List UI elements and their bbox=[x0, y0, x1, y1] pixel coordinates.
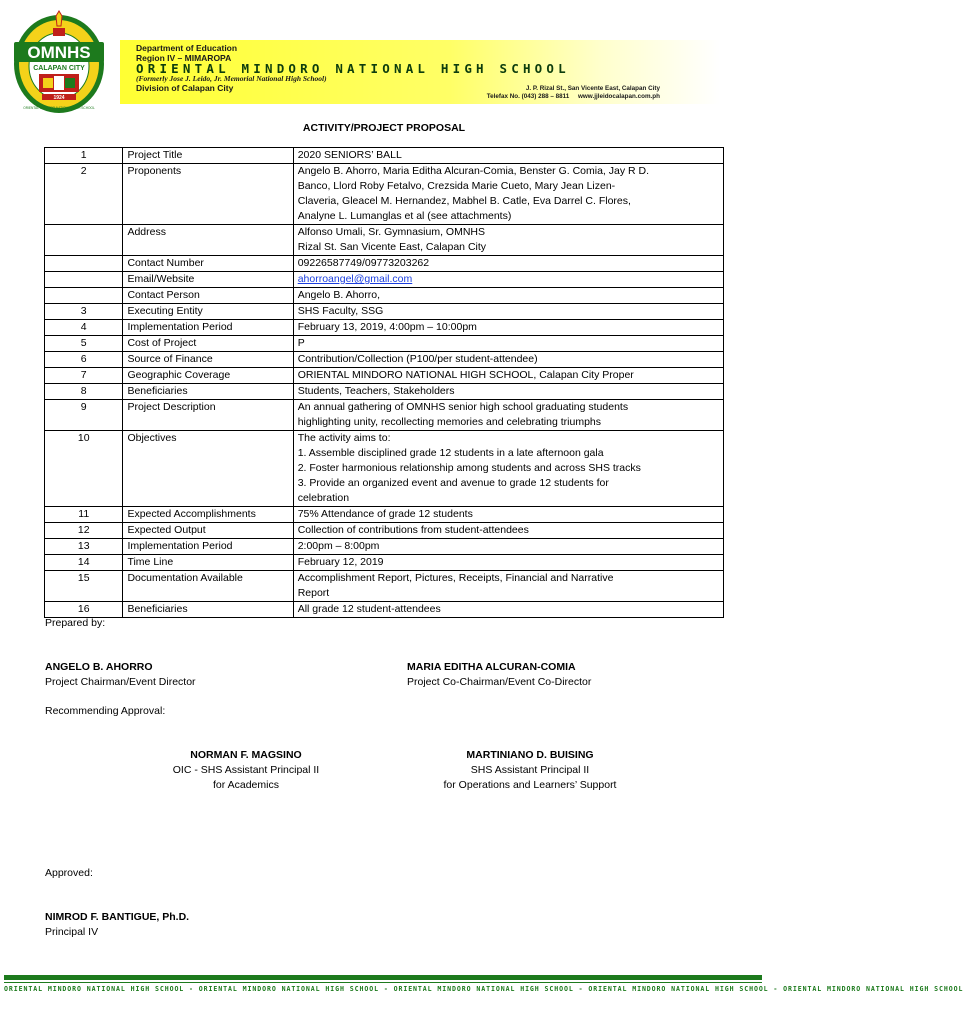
item-number-cell: 15 bbox=[45, 571, 123, 602]
field-value-line: Analyne L. Lumanglas et al (see attachments) bbox=[297, 210, 512, 222]
field-value-cell bbox=[293, 272, 723, 288]
table-row bbox=[45, 304, 724, 320]
preparer1-title: Project Chairman/Event Director bbox=[45, 676, 196, 688]
field-value-line: 09226587749/09773203262 bbox=[297, 257, 430, 269]
field-value-cell bbox=[293, 256, 723, 272]
recommending-approval-label: Recommending Approval: bbox=[45, 705, 166, 717]
item-number-cell bbox=[45, 288, 123, 304]
field-value-line: February 12, 2019 bbox=[297, 556, 384, 568]
field-value-line: Accomplishment Report, Pictures, Receipts, Financial and Narrative bbox=[297, 572, 614, 584]
field-label-cell: Address bbox=[123, 225, 293, 256]
field-label-cell: Documentation Available bbox=[123, 571, 293, 602]
table-row bbox=[45, 507, 724, 523]
table-row bbox=[45, 164, 724, 225]
table-row bbox=[45, 400, 724, 431]
item-number-cell: 14 bbox=[45, 555, 123, 571]
item-number-cell bbox=[45, 225, 123, 256]
recommender1-name: NORMAN F. MAGSINO bbox=[190, 749, 302, 761]
item-number-cell: 9 bbox=[45, 400, 123, 431]
field-value-line: SHS Faculty, SSG bbox=[297, 305, 384, 317]
field-value-cell bbox=[293, 384, 723, 400]
recommender2-title: SHS Assistant Principal II bbox=[470, 764, 590, 776]
item-number-cell: 7 bbox=[45, 368, 123, 384]
field-value-cell bbox=[293, 304, 723, 320]
letterhead bbox=[0, 0, 768, 118]
field-value-cell bbox=[293, 555, 723, 571]
logo-city: CALAPAN CITY bbox=[33, 65, 85, 72]
item-number-cell: 13 bbox=[45, 539, 123, 555]
field-label-cell: Project Description bbox=[123, 400, 293, 431]
preparer1-name: ANGELO B. AHORRO bbox=[45, 661, 153, 673]
field-label-cell: Contact Person bbox=[123, 288, 293, 304]
field-value-line: Students, Teachers, Stakeholders bbox=[297, 385, 455, 397]
former-school-name: (Formerly Jose J. Leido, Jr. Memorial National High School) bbox=[136, 74, 327, 83]
field-value-line: February 13, 2019, 4:00pm – 10:00pm bbox=[297, 321, 477, 333]
field-label-cell: Time Line bbox=[123, 555, 293, 571]
region-name: Region IV – MIMAROPA bbox=[136, 53, 232, 63]
field-label-cell: Contact Number bbox=[123, 256, 293, 272]
item-number-cell: 1 bbox=[45, 148, 123, 164]
field-value-line: An annual gathering of OMNHS senior high school graduating students bbox=[297, 401, 629, 413]
table-row bbox=[45, 320, 724, 336]
field-value-line: Angelo B. Ahorro, Maria Editha Alcuran-Comia, Benster G. Comia, Jay R D. bbox=[297, 165, 650, 177]
field-label-cell: Source of Finance bbox=[123, 352, 293, 368]
item-number-cell: 6 bbox=[45, 352, 123, 368]
table-row bbox=[45, 225, 724, 256]
field-value-line: Rizal St. San Vicente East, Calapan City bbox=[297, 241, 487, 253]
field-value-line: highlighting unity, recollecting memories and celebrating triumphs bbox=[297, 416, 601, 428]
item-number-cell: 12 bbox=[45, 523, 123, 539]
table-row bbox=[45, 539, 724, 555]
school-address: J. P. Rizal St., San Vicente East, Calapan City bbox=[525, 85, 660, 92]
field-value-line: 1. Assemble disciplined grade 12 students in a late afternoon gala bbox=[297, 447, 604, 459]
item-number-cell: 8 bbox=[45, 384, 123, 400]
field-value-cell bbox=[293, 368, 723, 384]
item-number-cell: 5 bbox=[45, 336, 123, 352]
footer-rule-thin bbox=[4, 982, 762, 983]
field-value-line: Contribution/Collection (P100/per student-attendee) bbox=[297, 353, 538, 365]
school-telefax: Telefax No. (043) 288 – 8811 www.jjleidocalapan.com.ph bbox=[486, 93, 660, 100]
recommender2-subtitle: for Operations and Learners’ Support bbox=[443, 779, 617, 791]
footer-rule bbox=[4, 975, 762, 980]
field-value-line: Banco, Llord Roby Fetalvo, Crezsida Marie Cueto, Mary Jean Lizen- bbox=[297, 180, 616, 192]
field-value-line: Collection of contributions from student-attendees bbox=[297, 524, 529, 536]
field-value-line: 75% Attendance of grade 12 students bbox=[297, 508, 473, 520]
field-value-cell bbox=[293, 400, 723, 431]
item-number-cell: 16 bbox=[45, 602, 123, 618]
division-name: Division of Calapan City bbox=[136, 83, 234, 93]
table-row bbox=[45, 555, 724, 571]
field-value-line: P bbox=[297, 337, 305, 349]
table-row bbox=[45, 352, 724, 368]
field-value-line: Alfonso Umali, Sr. Gymnasium, OMNHS bbox=[297, 226, 485, 238]
field-label-cell: Executing Entity bbox=[123, 304, 293, 320]
table-row bbox=[45, 571, 724, 602]
prepared-by-label: Prepared by: bbox=[45, 617, 106, 629]
field-label-cell: Implementation Period bbox=[123, 539, 293, 555]
field-value-line: Angelo B. Ahorro, bbox=[297, 289, 381, 301]
item-number-cell: 11 bbox=[45, 507, 123, 523]
field-value-line: ORIENTAL MINDORO NATIONAL HIGH SCHOOL, Calapan City Proper bbox=[297, 369, 634, 381]
table-row bbox=[45, 431, 724, 507]
table-row bbox=[45, 523, 724, 539]
logo-ring-text: ORIENTAL MINDORO NATIONAL HIGH SCHOOL bbox=[23, 106, 95, 110]
item-number-cell bbox=[45, 272, 123, 288]
table-row bbox=[45, 288, 724, 304]
logo-year: 1924 bbox=[53, 95, 65, 101]
table-row bbox=[45, 336, 724, 352]
field-label-cell: Project Title bbox=[123, 148, 293, 164]
department-name: Department of Education bbox=[136, 43, 238, 53]
field-label-cell: Cost of Project bbox=[123, 336, 293, 352]
field-value-cell bbox=[293, 602, 723, 618]
field-value-line: 2020 SENIORS’ BALL bbox=[297, 149, 402, 161]
field-value-line: Report bbox=[297, 587, 330, 599]
school-seal-logo bbox=[12, 10, 106, 114]
table-row bbox=[45, 148, 724, 164]
field-label-cell: Geographic Coverage bbox=[123, 368, 293, 384]
item-number-cell: 3 bbox=[45, 304, 123, 320]
field-value-line: 3. Provide an organized event and avenue to grade 12 students for bbox=[297, 477, 609, 489]
footer-school-banner: ORIENTAL MINDORO NATIONAL HIGH SCHOOL - ORIENTAL MINDORO NATIONAL HIGH SCHOOL - ORIENTAL MINDORO NATIONAL HIGH SCHOOL - ORIENTAL MINDORO NATIONAL HIGH SCHOOL - ORIENTAL MINDORO NATIONAL HIGH SCHOOL bbox=[4, 985, 963, 993]
field-label-cell: Implementation Period bbox=[123, 320, 293, 336]
field-value-line: Claveria, Gleacel M. Hernandez, Mabhel B. Catle, Eva Darrel C. Flores, bbox=[297, 195, 631, 207]
field-label-cell: Beneficiaries bbox=[123, 384, 293, 400]
table-row bbox=[45, 256, 724, 272]
recommender1-title: OIC - SHS Assistant Principal II bbox=[172, 764, 320, 776]
email-link[interactable]: ahorroangel@gmail.com bbox=[297, 273, 413, 285]
document-title: ACTIVITY/PROJECT PROPOSAL bbox=[302, 122, 466, 134]
item-number-cell: 10 bbox=[45, 431, 123, 507]
field-label-cell: Expected Accomplishments bbox=[123, 507, 293, 523]
field-value-line: The activity aims to: bbox=[297, 432, 391, 444]
proposal-table bbox=[44, 147, 724, 618]
field-value-cell bbox=[293, 320, 723, 336]
table-row bbox=[45, 272, 724, 288]
item-number-cell: 4 bbox=[45, 320, 123, 336]
field-value-cell bbox=[293, 288, 723, 304]
field-label-cell: Email/Website bbox=[123, 272, 293, 288]
field-label-cell: Expected Output bbox=[123, 523, 293, 539]
field-value-line: All grade 12 student-attendees bbox=[297, 603, 441, 615]
field-value-cell bbox=[293, 507, 723, 523]
item-number-cell: 2 bbox=[45, 164, 123, 225]
field-value-cell bbox=[293, 164, 723, 225]
field-value-cell bbox=[293, 539, 723, 555]
table-row bbox=[45, 384, 724, 400]
field-value-line: 2:00pm – 8:00pm bbox=[297, 540, 380, 552]
recommender1-subtitle: for Academics bbox=[213, 779, 279, 791]
preparer2-name: MARIA EDITHA ALCURAN-COMIA bbox=[407, 661, 576, 673]
table-row bbox=[45, 368, 724, 384]
approver-title: Principal IV bbox=[45, 926, 99, 938]
field-value-line: 2. Foster harmonious relationship among students and across SHS tracks bbox=[297, 462, 641, 474]
field-label-cell: Beneficiaries bbox=[123, 602, 293, 618]
school-name: ORIENTAL MINDORO NATIONAL HIGH SCHOOL bbox=[136, 61, 570, 76]
preparer2-title: Project Co-Chairman/Event Co-Director bbox=[407, 676, 592, 688]
recommender2-name: MARTINIANO D. BUISING bbox=[466, 749, 594, 761]
field-value-cell bbox=[293, 225, 723, 256]
item-number-cell bbox=[45, 256, 123, 272]
approver-name: NIMROD F. BANTIGUE, Ph.D. bbox=[45, 911, 190, 923]
field-value-cell bbox=[293, 352, 723, 368]
field-value-cell bbox=[293, 148, 723, 164]
field-value-line: celebration bbox=[297, 492, 350, 504]
approved-label: Approved: bbox=[45, 867, 93, 879]
field-value-cell bbox=[293, 523, 723, 539]
field-label-cell: Objectives bbox=[123, 431, 293, 507]
field-value-cell bbox=[293, 571, 723, 602]
logo-acronym: OMNHS bbox=[27, 43, 91, 62]
field-value-cell bbox=[293, 336, 723, 352]
field-label-cell: Proponents bbox=[123, 164, 293, 225]
field-value-cell bbox=[293, 431, 723, 507]
table-row bbox=[45, 602, 724, 618]
